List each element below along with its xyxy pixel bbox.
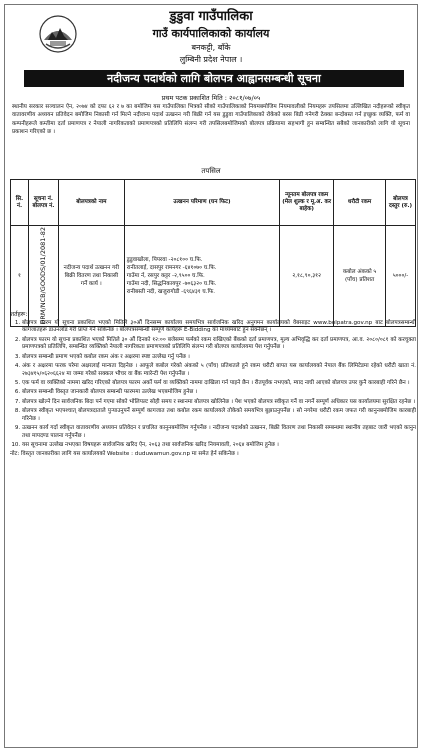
- notice-number: DRM/NCB/GOODS/01/2081-82: [39, 227, 48, 325]
- notice-page: [4, 4, 418, 748]
- conditions-caption: शर्तहरू:: [10, 311, 28, 318]
- quantity-line: डुडुवाखोला, पिपरवा -२०८१०० घ.फि.: [126, 256, 203, 263]
- header-bid-name: बोलपत्रको नाम: [58, 180, 124, 226]
- intro-paragraph: स्थानीय सरकार सञ्चालन ऐन, २०७४ को दफा ६२ र ७ का बमोजिम यस गाउँपालिका भित्रको सीको गाउँपालिकाको नियमबमोजिम नियमावलीको नियमहरू तपसिलमा उल्लिखित नदीहरूको स्वीकृत वातावरणीय अध्ययन प्रतिवेदन बमोजिम निकासी गर्न मिल्ने नदीजन्य पदार्थ उत्खनन गरी बिक्री गर्न यस डुडुवा गाउँपालिकाको रोकेको बरस बिडी गनेगरी ठेक्का बन्दोबस्त गर्न इच्छुक व्यक्ति, फर्म वा कम्पनीहरूले कम्तीमा दर्ता प्रमाणपत्र र नेपाली नागरिकताको प्रमाणपत्रको प्रतिलिपि संलग्न गरी तपसिलबमोजिमको बोलपत्र प्रक्रियामा सहभागी हुन सम्बन्धित सबैको जानकारीको लागि यो सूचना प्रकाशन गरिएको छ ।: [12, 104, 410, 136]
- condition-item: 10. यस सूचनामा उल्लेख नभएका विषयहरू सार्वजनिक खरिद ऐन, २०६३ तथा सार्वजनिक खरिद नियमावली, २०६४ बमोजिम हुनेछ ।: [22, 442, 416, 450]
- cell-deposit: कबोल अंकको ५ (पाँच) प्रतिशत: [334, 226, 386, 327]
- condition-item: 7. बोलपत्र खोल्ने दिन सार्वजनिक बिदा पर्न गएमा सोको भोलिपल्ट सोही समय र स्थानमा बोलपत्र खोलिनेछ । पेश भएको बोलपत्र स्वीकृत गर्ने वा नगर्ने सम्पूर्ण अधिकार यस कार्यालयमा सुरक्षित रहनेछ ।: [22, 399, 416, 407]
- condition-item: 2. बोलपत्र फारम यो सूचना प्रकाशित भएको मितिले ३० औं दिनको १२:०० बजेसम्म फर्मको रकम राखिएको बैंकको दर्ता प्रमाणपत्र, मूल्य अभिवृद्धि कर दर्ता प्रमाणपत्र, आ.व. २०८०/०८१ को करचुक्ता प्रमाणपत्रको प्रतिलिपि, सम्बन्धित व्यक्तिको नेपाली नागरिकता प्रमाणपत्रको प्रतिलिपि संलग्न गरी बोलपत्र कार्यालयमा पेश गर्नुपर्नेछ ।: [22, 337, 416, 352]
- conditions-section: [10, 311, 416, 459]
- cell-bid-name: नदीजन्य पदार्थ उत्खनन गरी बिक्री वितरण तथा निकासी गर्ने कार्य ।: [58, 226, 124, 327]
- condition-item: 8. बोलपत्र स्वीकृत भएपश्चात् बोलपत्रदाताले पुर्‍याउनुपर्ने सम्पूर्ण कागजात तथा कबोल रकम कार्यालयले तोकेको समयभित्र बुझाउनुपर्नेछ । सो नगरेमा धरौटी रकम जफत गरी कानुनबमोजिम कारबाही गरिनेछ ।: [22, 408, 416, 423]
- header-deposit: धरौटी रकम: [334, 180, 386, 226]
- header-min-amount: न्यूनतम बोलपत्र रकम (मेल शुल्क र मू.अ. कर बाहेक): [280, 180, 334, 226]
- notice-title-banner: नदीजन्य पदार्थको लागि बोलपत्र आह्वानसम्बन्धी सूचना: [24, 70, 404, 87]
- table-caption: तपसिल: [201, 167, 221, 175]
- province-name: लुम्बिनी प्रदेश नेपाल ।: [179, 55, 243, 64]
- quantity-line: रानीतलाई, दासपुर रामनगर -६४१०७० घ.फि.: [126, 264, 217, 271]
- condition-item: 9. उत्खनन कार्य गर्दा स्वीकृत वातावरणीय अध्ययन प्रतिवेदन र प्रचलित कानुनबमोजिम गर्नुपर्नेछ । नदीजन्य पदार्थको उत्खनन, बिक्री वितरण तथा निकासी सम्बन्धमा स्थानीय तहबाट जारी भएको कानुन तथा मापदण्ड पालना गर्नुपर्नेछ ।: [22, 425, 416, 440]
- quantity-line: रानीबस्ती नदी, खजुरागोडी -६९६४३१ घ.फि.: [126, 288, 216, 295]
- quantity-line: गाउँमा र्न, रसपुर कट्टर -२,९५०० घ.फि.: [126, 272, 205, 279]
- table-header-row: [11, 180, 416, 226]
- header-fee: बोलपत्र दस्तुर (रु.): [386, 180, 416, 226]
- header-notice-no: सूचना नं. बोलपत्र नं.: [28, 180, 58, 226]
- condition-item: 1. बोलपत्र फारम यो सूचना प्रकाशित भएको मितिले ३०औं दिनसम्म कार्यालय समयभित्र सार्वजनिक खरिद अनुगमन कार्यालयको वेबसाइट www.bolpatra.gov.np बाट बोलपत्रसम्बन्धी कागजातहरू डाउनलोड गरी प्राप्त गर्न सकिनेछ । बोलपत्रसम्बन्धी सम्पूर्ण कार्यहरू E-Bidding का माध्यमबाट हुन सक्नेछन् ।: [22, 320, 416, 335]
- condition-item: 3. बोलपत्र सम्बन्धी प्रमाण भएको कबोल रकम अंक र अक्षरमा स्पष्ट उल्लेख गर्नु पर्नेछ ।: [22, 354, 416, 362]
- header-quantity: उत्खनन परिमाण (घन फिट): [124, 180, 279, 226]
- conditions-list: [10, 320, 416, 450]
- condition-item: 6. बोलपत्र सम्बन्धी विस्तृत जानकारी बोलपत्र सम्बन्धी फारममा उल्लेख भएबमोजिम हुनेछ ।: [22, 389, 416, 397]
- bid-table: [10, 179, 416, 327]
- quantity-line: गाउँमा नदी, सिद्धनिकायपुर -७०६३२० घ.फि.: [126, 280, 217, 287]
- office-location: बनकट्टी, बाँके: [191, 43, 231, 52]
- cell-min-amount: २,१८,९०,३१२: [280, 226, 334, 327]
- header-serial: सि. नं.: [11, 180, 29, 226]
- condition-item: 4. अंक र अक्षरमा फरक परेमा अक्षरलाई मान्यता दिइनेछ । आफूले कबोल गरेको अंकको ५ (पाँच) प्रतिशतले हुने रकम धरौटी बापत यस कार्यालयको नेपाल बैंक लिमिटेडमा रहेको धरौटी खाता नं. २७३४१५/०६२०६६२४ मा जम्मा गरेको सक्कल भौचर वा बैंक ग्यारेन्टी पेश गर्नुपर्नेछ ।: [22, 363, 416, 378]
- office-name: गाउँ कार्यपालिकाको कार्यालय: [152, 27, 270, 40]
- publish-date: प्रथम पटक प्रकाशित मिति : २०८१/०७/०५: [161, 94, 261, 102]
- cell-fee: ५०००/-: [386, 226, 416, 327]
- condition-item: 5. एक फर्म वा व्यक्तिको नाममा खरिद गरिएको बोलपत्र फारम अर्को फर्म वा व्यक्तिको नाममा दाखिला गर्न पाइने छैन । रीतपूर्वक नभएको, म्याद नाघी आएको बोलपत्र उपर कुनै कारबाही गरिने छैन ।: [22, 380, 416, 388]
- cell-serial: १: [11, 226, 29, 327]
- footer-note: नोट: विस्तृत जानकारीका लागि यस कार्यालयको Website : duduwamun.gov.np मा समेत हेर्न सकिनेछ ।: [10, 451, 239, 458]
- municipality-name: डुडुवा गाउँपालिका: [169, 9, 253, 24]
